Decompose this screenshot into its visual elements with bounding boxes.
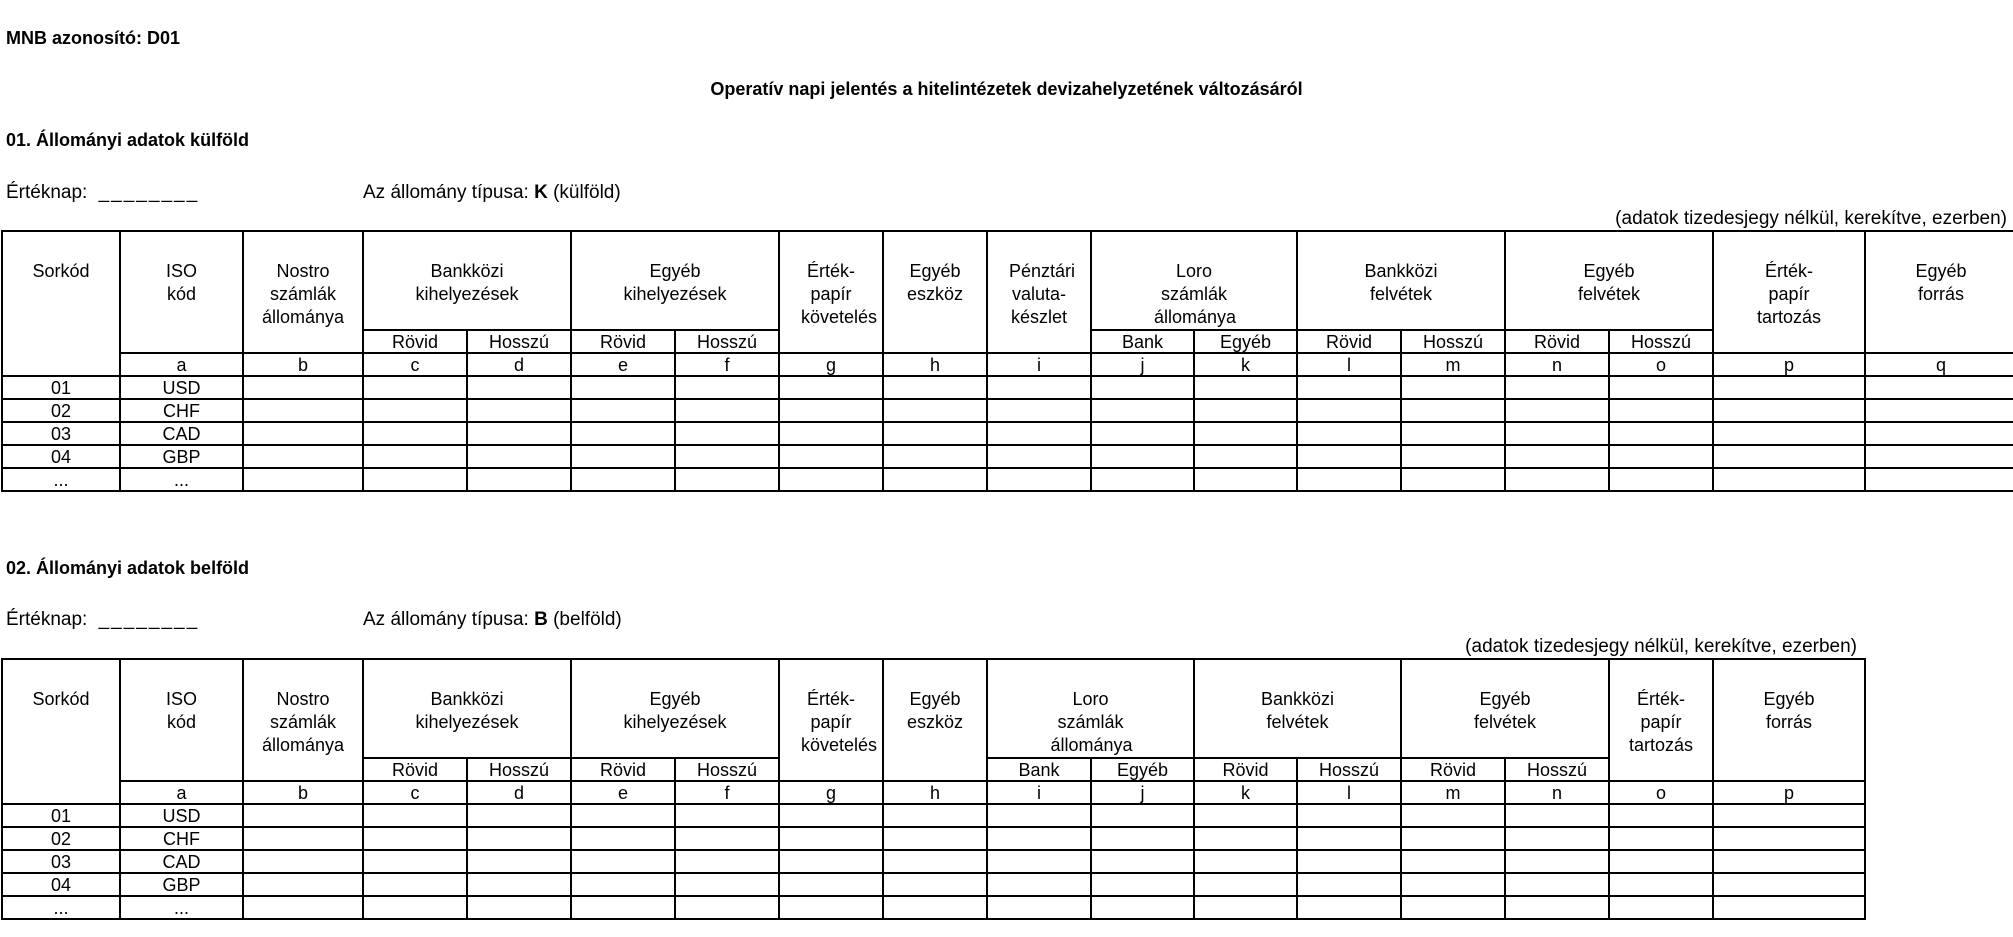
row-code: 02: [2, 399, 120, 422]
value-cell[interactable]: [675, 399, 779, 422]
value-cell[interactable]: [243, 873, 363, 896]
value-cell[interactable]: [1401, 422, 1505, 445]
value-cell[interactable]: [467, 804, 571, 827]
value-cell[interactable]: [1505, 827, 1609, 850]
row-code: 03: [2, 422, 120, 445]
letter-row: [2, 353, 2013, 376]
section2-data-rows: [2, 804, 1865, 919]
row-code: 04: [2, 445, 120, 468]
row-iso: CAD: [120, 850, 243, 873]
col-egyeb-felvetek: Egyéb felvétek: [1401, 659, 1609, 758]
letter-cell: c: [363, 781, 467, 804]
value-cell[interactable]: [1609, 468, 1713, 491]
value-cell[interactable]: [243, 376, 363, 399]
letter-cell: p: [1713, 353, 1865, 376]
sub-hosszu: Hosszú: [467, 758, 571, 781]
letter-cell: l: [1297, 781, 1401, 804]
row-iso: CAD: [120, 422, 243, 445]
value-cell[interactable]: [883, 896, 987, 919]
value-cell[interactable]: [675, 804, 779, 827]
value-cell[interactable]: [1194, 827, 1297, 850]
value-cell[interactable]: [1194, 445, 1297, 468]
value-cell[interactable]: [675, 422, 779, 445]
value-cell[interactable]: [1609, 376, 1713, 399]
value-cell[interactable]: [1401, 850, 1505, 873]
sub-bank: Bank: [1091, 330, 1194, 353]
value-cell[interactable]: [467, 468, 571, 491]
section2-type: [363, 609, 622, 631]
value-cell[interactable]: [1865, 376, 2013, 399]
letter-cell: d: [467, 353, 571, 376]
value-cell[interactable]: [987, 850, 1091, 873]
value-cell[interactable]: [1297, 804, 1401, 827]
value-cell[interactable]: [1505, 399, 1609, 422]
sub-rovid: Rövid: [1401, 758, 1505, 781]
row-iso: GBP: [120, 445, 243, 468]
value-cell[interactable]: [779, 376, 883, 399]
sub-rovid: Rövid: [363, 330, 467, 353]
value-cell[interactable]: [1297, 850, 1401, 873]
value-cell[interactable]: [987, 896, 1091, 919]
letter-cell: h: [883, 353, 987, 376]
col-egyeb-kihelyezesek: Egyéb kihelyezések: [571, 231, 779, 330]
row-iso: CHF: [120, 399, 243, 422]
sub-hosszu: Hosszú: [1505, 758, 1609, 781]
col-sorkod: Sorkód: [2, 231, 120, 376]
value-cell[interactable]: [1297, 422, 1401, 445]
value-cell[interactable]: [1401, 376, 1505, 399]
value-cell[interactable]: [467, 376, 571, 399]
value-cell[interactable]: [1865, 468, 2013, 491]
col-bankkozi-kihelyezesek: Bankközi kihelyezések: [363, 231, 571, 330]
value-cell[interactable]: [1505, 850, 1609, 873]
row-code: 01: [2, 376, 120, 399]
col-ertekpapir-kovetelés: Érték-papír követelés: [779, 231, 883, 353]
value-cell[interactable]: [987, 827, 1091, 850]
section2-value-date: [6, 609, 199, 631]
table-row: [2, 896, 1865, 919]
value-cell[interactable]: [467, 873, 571, 896]
col-bankkozi-felvetek: Bankközi felvétek: [1194, 659, 1401, 758]
value-cell[interactable]: [243, 827, 363, 850]
col-nostro: Nostro számlák állománya: [243, 231, 363, 353]
section1-type: [363, 182, 621, 204]
value-cell[interactable]: [1297, 873, 1401, 896]
value-cell[interactable]: [1609, 850, 1713, 873]
letter-cell: m: [1401, 781, 1505, 804]
col-egyeb-felvetek: Egyéb felvétek: [1505, 231, 1713, 330]
value-cell[interactable]: [363, 468, 467, 491]
letter-cell: e: [571, 353, 675, 376]
col-egyeb-eszkoz: Egyéb eszköz: [883, 231, 987, 353]
type-code: K: [534, 182, 548, 203]
value-cell[interactable]: [1091, 896, 1194, 919]
row-code: ...: [2, 896, 120, 919]
value-cell[interactable]: [1091, 873, 1194, 896]
value-cell[interactable]: [243, 422, 363, 445]
value-cell[interactable]: [571, 850, 675, 873]
value-cell[interactable]: [363, 827, 467, 850]
value-cell[interactable]: [1609, 827, 1713, 850]
sub-egyeb: Egyéb: [1194, 330, 1297, 353]
letter-cell: b: [243, 353, 363, 376]
value-cell[interactable]: [467, 445, 571, 468]
type-code: B: [534, 609, 548, 630]
value-cell[interactable]: [1194, 896, 1297, 919]
col-egyeb-forras: Egyéb forrás: [1713, 659, 1865, 781]
value-cell[interactable]: [1091, 376, 1194, 399]
value-cell[interactable]: [1297, 376, 1401, 399]
value-cell[interactable]: [1401, 873, 1505, 896]
value-cell[interactable]: [1194, 804, 1297, 827]
table-row: [2, 468, 2013, 491]
letter-cell: e: [571, 781, 675, 804]
letter-row: [2, 781, 1865, 804]
value-cell[interactable]: [1865, 399, 2013, 422]
value-cell[interactable]: [1713, 376, 1865, 399]
value-cell[interactable]: [1091, 399, 1194, 422]
value-cell[interactable]: [1091, 850, 1194, 873]
value-cell[interactable]: [1297, 399, 1401, 422]
value-cell[interactable]: [363, 804, 467, 827]
col-ertekpapir-kovetelés: Érték-papír követelés: [779, 659, 883, 781]
value-cell[interactable]: [1505, 445, 1609, 468]
section2-unit-note: (adatok tizedesjegy nélkül, kerekítve, ezerben): [1465, 636, 1857, 657]
value-cell[interactable]: [243, 896, 363, 919]
value-cell[interactable]: [1297, 896, 1401, 919]
value-cell[interactable]: [675, 896, 779, 919]
table-row: [2, 850, 1865, 873]
value-cell[interactable]: [987, 399, 1091, 422]
value-cell[interactable]: [1713, 468, 1865, 491]
value-cell[interactable]: [1505, 896, 1609, 919]
value-date-blank: ________: [98, 182, 200, 203]
value-cell[interactable]: [571, 468, 675, 491]
value-cell[interactable]: [1505, 468, 1609, 491]
letter-cell: b: [243, 781, 363, 804]
letter-cell: d: [467, 781, 571, 804]
sub-bank: Bank: [987, 758, 1091, 781]
row-iso: GBP: [120, 873, 243, 896]
value-date-label: Értéknap:: [6, 609, 88, 630]
table-row: [2, 399, 2013, 422]
value-cell[interactable]: [1401, 804, 1505, 827]
type-prefix: Az állomány típusa:: [363, 609, 535, 630]
value-cell[interactable]: [675, 376, 779, 399]
value-cell[interactable]: [363, 850, 467, 873]
letter-cell: f: [675, 781, 779, 804]
letter-cell: c: [363, 353, 467, 376]
letter-cell: n: [1505, 353, 1609, 376]
value-cell[interactable]: [571, 422, 675, 445]
value-cell[interactable]: [1297, 827, 1401, 850]
table-row: [2, 376, 2013, 399]
letter-cell: k: [1194, 353, 1297, 376]
value-cell[interactable]: [363, 873, 467, 896]
header-row: [2, 659, 1865, 758]
type-suffix: (külföld): [547, 182, 621, 203]
sub-hosszu: Hosszú: [1297, 758, 1401, 781]
value-date-blank: ________: [98, 609, 200, 630]
table-row: [2, 804, 1865, 827]
row-code: ...: [2, 468, 120, 491]
col-loro-szamlak: Loro számlák állománya: [1091, 231, 1297, 330]
value-cell[interactable]: [1091, 804, 1194, 827]
letter-cell: a: [120, 781, 243, 804]
value-cell[interactable]: [363, 376, 467, 399]
value-cell[interactable]: [363, 399, 467, 422]
value-cell[interactable]: [467, 896, 571, 919]
row-code: 03: [2, 850, 120, 873]
row-iso: USD: [120, 376, 243, 399]
value-cell[interactable]: [243, 804, 363, 827]
section1-unit-note: (adatok tizedesjegy nélkül, kerekítve, ezerben): [1615, 208, 2007, 229]
col-iso: ISO kód: [120, 659, 243, 781]
col-nostro: Nostro számlák állománya: [243, 659, 363, 781]
value-cell[interactable]: [1713, 850, 1865, 873]
value-cell[interactable]: [1865, 445, 2013, 468]
value-cell[interactable]: [571, 445, 675, 468]
letter-cell: o: [1609, 353, 1713, 376]
row-code: 01: [2, 804, 120, 827]
value-cell[interactable]: [779, 445, 883, 468]
sub-hosszu: Hosszú: [1401, 330, 1505, 353]
letter-cell: g: [779, 353, 883, 376]
table-row: [2, 422, 2013, 445]
value-cell[interactable]: [883, 376, 987, 399]
sub-hosszu: Hosszú: [675, 330, 779, 353]
value-cell[interactable]: [883, 827, 987, 850]
value-cell[interactable]: [1609, 896, 1713, 919]
letter-cell: l: [1297, 353, 1401, 376]
value-cell[interactable]: [1401, 468, 1505, 491]
value-cell[interactable]: [779, 873, 883, 896]
value-cell[interactable]: [363, 422, 467, 445]
letter-cell: f: [675, 353, 779, 376]
section1-value-date: [6, 182, 199, 204]
value-cell[interactable]: [1713, 422, 1865, 445]
sub-rovid: Rövid: [363, 758, 467, 781]
value-cell[interactable]: [987, 804, 1091, 827]
col-bankkozi-felvetek: Bankközi felvétek: [1297, 231, 1505, 330]
value-cell[interactable]: [1609, 399, 1713, 422]
section1-data-rows: [2, 376, 2013, 491]
letter-cell: g: [779, 781, 883, 804]
col-ertekpapir-tartozas: Érték-papír tartozás: [1609, 659, 1713, 781]
col-loro-szamlak: Loro számlák állománya: [987, 659, 1194, 758]
value-cell[interactable]: [883, 468, 987, 491]
value-cell[interactable]: [779, 804, 883, 827]
value-cell[interactable]: [1194, 376, 1297, 399]
letter-cell: i: [987, 353, 1091, 376]
mnb-id: MNB azonosító: D01: [6, 28, 181, 48]
section2-table: [1, 658, 1866, 920]
sub-hosszu: Hosszú: [675, 758, 779, 781]
value-cell[interactable]: [571, 376, 675, 399]
value-cell[interactable]: [779, 827, 883, 850]
value-cell[interactable]: [1505, 376, 1609, 399]
value-cell[interactable]: [987, 376, 1091, 399]
value-cell[interactable]: [243, 468, 363, 491]
value-cell[interactable]: [883, 804, 987, 827]
value-cell[interactable]: [243, 445, 363, 468]
value-cell[interactable]: [675, 827, 779, 850]
value-cell[interactable]: [1713, 804, 1865, 827]
value-cell[interactable]: [1297, 468, 1401, 491]
letter-cell: a: [120, 353, 243, 376]
value-cell[interactable]: [779, 896, 883, 919]
report-title: Operatív napi jelentés a hitelintézetek devizahelyzetének változásáról: [710, 79, 1303, 99]
letter-cell: o: [1609, 781, 1713, 804]
letter-cell: p: [1713, 781, 1865, 804]
table-row: [2, 827, 1865, 850]
letter-cell: j: [1091, 781, 1194, 804]
sub-hosszu: Hosszú: [467, 330, 571, 353]
value-cell[interactable]: [571, 399, 675, 422]
col-sorkod: Sorkód: [2, 659, 120, 804]
value-cell[interactable]: [1505, 873, 1609, 896]
value-cell[interactable]: [467, 850, 571, 873]
section1-heading: 01. Állományi adatok külföld: [6, 130, 250, 150]
value-cell[interactable]: [1091, 422, 1194, 445]
letter-cell: q: [1865, 353, 2013, 376]
value-cell[interactable]: [467, 399, 571, 422]
type-prefix: Az állomány típusa:: [363, 182, 535, 203]
value-cell[interactable]: [1609, 873, 1713, 896]
row-iso: USD: [120, 804, 243, 827]
value-cell[interactable]: [779, 399, 883, 422]
value-cell[interactable]: [883, 445, 987, 468]
value-cell[interactable]: [987, 445, 1091, 468]
sub-rovid: Rövid: [1297, 330, 1401, 353]
value-cell[interactable]: [1401, 445, 1505, 468]
table-row: [2, 445, 2013, 468]
value-cell[interactable]: [1194, 468, 1297, 491]
value-cell[interactable]: [675, 873, 779, 896]
value-cell[interactable]: [1194, 399, 1297, 422]
value-cell[interactable]: [243, 850, 363, 873]
row-iso: CHF: [120, 827, 243, 850]
header-row: [2, 231, 2013, 330]
sub-hosszu: Hosszú: [1609, 330, 1713, 353]
row-code: 04: [2, 873, 120, 896]
value-cell[interactable]: [363, 445, 467, 468]
letter-cell: k: [1194, 781, 1297, 804]
letter-cell: m: [1401, 353, 1505, 376]
col-egyeb-kihelyezesek: Egyéb kihelyezések: [571, 659, 779, 758]
sub-rovid: Rövid: [571, 758, 675, 781]
value-cell[interactable]: [1609, 445, 1713, 468]
col-egyeb-forras: Egyéb forrás: [1865, 231, 2013, 353]
value-cell[interactable]: [675, 445, 779, 468]
value-cell[interactable]: [1609, 804, 1713, 827]
value-cell[interactable]: [1194, 422, 1297, 445]
value-cell[interactable]: [571, 873, 675, 896]
letter-cell: j: [1091, 353, 1194, 376]
row-iso: ...: [120, 468, 243, 491]
value-cell[interactable]: [467, 422, 571, 445]
section1-table: [1, 230, 2013, 492]
value-cell[interactable]: [883, 873, 987, 896]
value-cell[interactable]: [987, 468, 1091, 491]
value-cell[interactable]: [1091, 445, 1194, 468]
col-egyeb-eszkoz: Egyéb eszköz: [883, 659, 987, 781]
sub-rovid: Rövid: [1505, 330, 1609, 353]
letter-cell: i: [987, 781, 1091, 804]
value-cell[interactable]: [1865, 422, 2013, 445]
col-ertekpapir-tartozas: Érték-papír tartozás: [1713, 231, 1865, 353]
value-cell[interactable]: [1297, 445, 1401, 468]
value-cell[interactable]: [675, 850, 779, 873]
row-code: 02: [2, 827, 120, 850]
type-suffix: (belföld): [547, 609, 622, 630]
value-cell[interactable]: [571, 896, 675, 919]
sub-rovid: Rövid: [1194, 758, 1297, 781]
col-iso: ISO kód: [120, 231, 243, 353]
letter-cell: n: [1505, 781, 1609, 804]
value-cell[interactable]: [987, 422, 1091, 445]
value-cell[interactable]: [883, 850, 987, 873]
value-cell[interactable]: [1505, 804, 1609, 827]
value-cell[interactable]: [1194, 850, 1297, 873]
value-cell[interactable]: [571, 827, 675, 850]
sub-egyeb: Egyéb: [1091, 758, 1194, 781]
value-cell[interactable]: [883, 399, 987, 422]
value-cell[interactable]: [987, 873, 1091, 896]
value-cell[interactable]: [1713, 399, 1865, 422]
value-cell[interactable]: [243, 399, 363, 422]
value-cell[interactable]: [571, 804, 675, 827]
value-cell[interactable]: [883, 422, 987, 445]
letter-cell: h: [883, 781, 987, 804]
value-date-label: Értéknap:: [6, 182, 88, 203]
col-penztari-valutakeszlet: Pénztári valuta-készlet: [987, 231, 1091, 353]
value-cell[interactable]: [675, 468, 779, 491]
value-cell[interactable]: [1505, 422, 1609, 445]
value-cell[interactable]: [1401, 827, 1505, 850]
value-cell[interactable]: [1713, 827, 1865, 850]
section2-heading: 02. Állományi adatok belföld: [6, 558, 250, 578]
row-iso: ...: [120, 896, 243, 919]
value-cell[interactable]: [1091, 468, 1194, 491]
value-cell[interactable]: [1194, 873, 1297, 896]
value-cell[interactable]: [1401, 399, 1505, 422]
value-cell[interactable]: [779, 422, 883, 445]
sub-rovid: Rövid: [571, 330, 675, 353]
col-bankkozi-kihelyezesek: Bankközi kihelyezések: [363, 659, 571, 758]
value-cell[interactable]: [1713, 445, 1865, 468]
value-cell[interactable]: [363, 896, 467, 919]
value-cell[interactable]: [1401, 896, 1505, 919]
value-cell[interactable]: [779, 850, 883, 873]
value-cell[interactable]: [779, 468, 883, 491]
value-cell[interactable]: [1091, 827, 1194, 850]
value-cell[interactable]: [1713, 873, 1865, 896]
table-row: [2, 873, 1865, 896]
value-cell[interactable]: [1713, 896, 1865, 919]
value-cell[interactable]: [467, 827, 571, 850]
value-cell[interactable]: [1609, 422, 1713, 445]
